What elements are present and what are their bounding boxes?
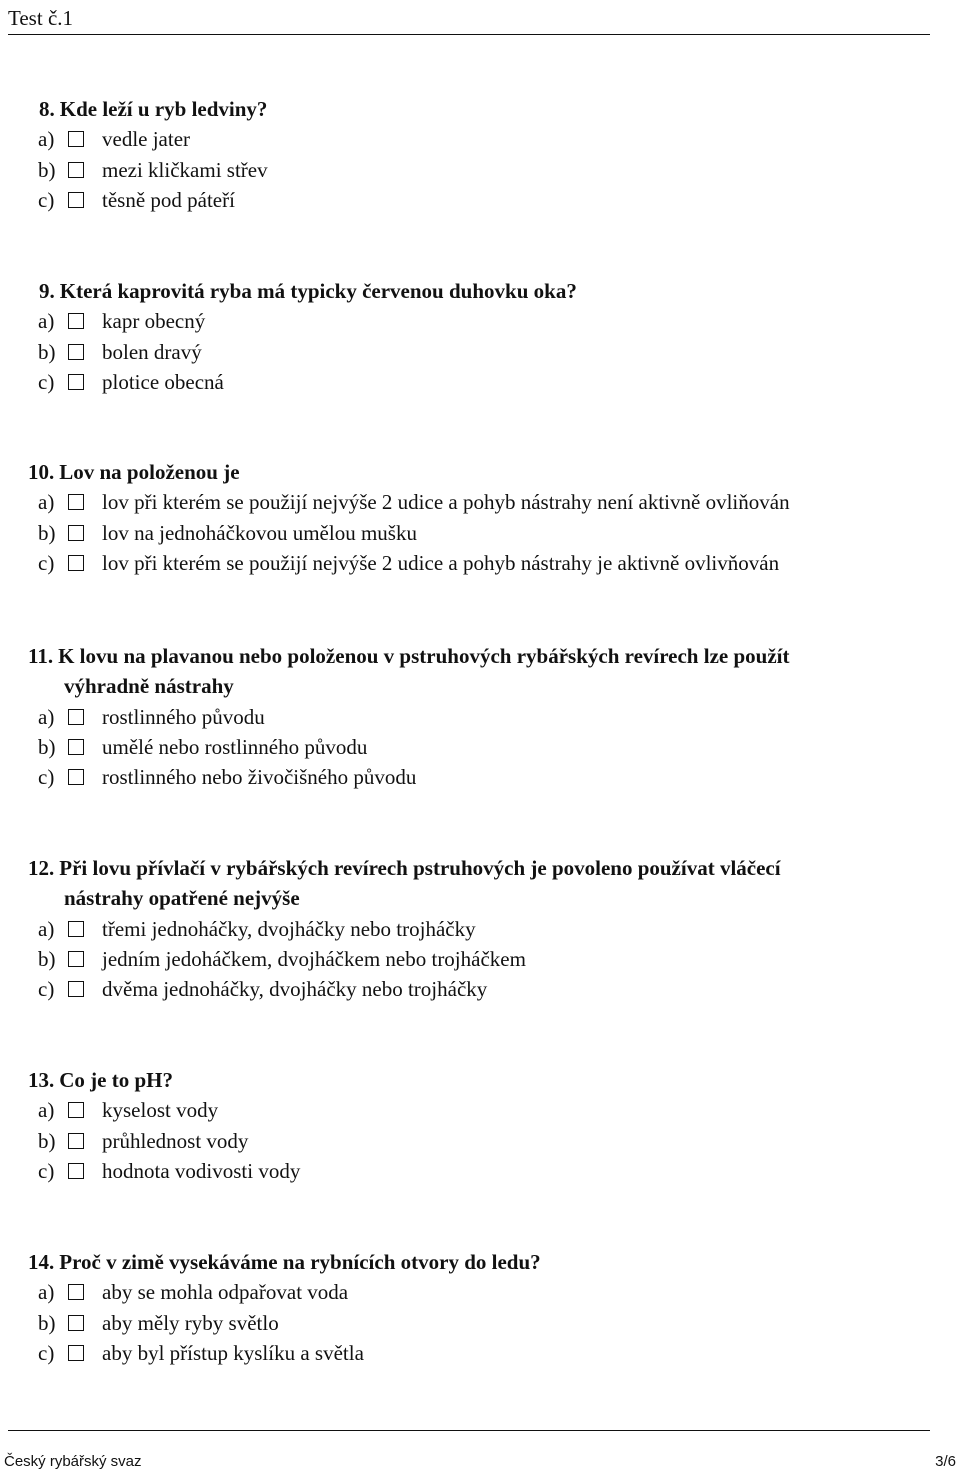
question-text: Lov na položenou je	[59, 460, 240, 484]
footer-organization: Český rybářský svaz	[4, 1453, 142, 1470]
page-number: 3/6	[935, 1453, 956, 1470]
question-number: 11.	[28, 644, 54, 668]
answer-option[interactable]	[38, 1277, 908, 1307]
option-letter: a)	[38, 1280, 55, 1305]
option-letter: b)	[38, 946, 56, 971]
page-header-title: Test č.1	[8, 6, 74, 30]
option-letter: c)	[38, 977, 55, 1002]
option-letter: a)	[38, 916, 55, 941]
question-13	[28, 1065, 908, 1186]
question-text: Při lovu přívlačí v rybářských revírech pstruhových je povoleno používat vláčecí	[59, 856, 781, 880]
answer-checkbox[interactable]	[68, 1345, 84, 1361]
option-text: lov při kterém se použijí nejvýše 2 udice a pohyb nástrahy je aktivně ovlivňován	[102, 550, 780, 575]
answer-checkbox[interactable]	[68, 769, 84, 785]
answer-option[interactable]	[38, 974, 908, 1004]
option-letter: c)	[38, 1158, 55, 1183]
answer-checkbox[interactable]	[68, 709, 84, 725]
answer-checkbox[interactable]	[68, 951, 84, 967]
question-number: 9.	[39, 279, 55, 303]
header-divider	[8, 34, 930, 35]
answer-option[interactable]	[38, 1156, 908, 1186]
option-text: bolen dravý	[102, 339, 202, 364]
option-letter: a)	[38, 490, 55, 515]
answer-option[interactable]	[38, 306, 908, 336]
option-letter: c)	[38, 1340, 55, 1365]
answer-checkbox[interactable]	[68, 555, 84, 571]
answer-checkbox[interactable]	[68, 1284, 84, 1300]
answer-checkbox[interactable]	[68, 313, 84, 329]
option-text: kapr obecný	[102, 309, 206, 334]
question-8	[28, 94, 908, 215]
answer-checkbox[interactable]	[68, 1315, 84, 1331]
question-11	[28, 641, 908, 792]
question-text: Kde leží u ryb ledviny?	[59, 97, 268, 121]
option-text: kyselost vody	[102, 1098, 219, 1123]
option-text: lov při kterém se použijí nejvýše 2 udice a pohyb nástrahy není aktivně ovliňován	[102, 490, 790, 515]
question-text: K lovu na plavanou nebo položenou v pstruhových rybářských revírech lze použít	[58, 644, 790, 668]
option-letter: b)	[38, 157, 56, 182]
option-letter: b)	[38, 339, 56, 364]
question-12	[28, 853, 908, 1004]
option-text: vedle jater	[102, 127, 191, 152]
answer-checkbox[interactable]	[68, 1163, 84, 1179]
option-letter: b)	[38, 520, 56, 545]
answer-checkbox[interactable]	[68, 374, 84, 390]
option-letter: a)	[38, 704, 55, 729]
option-text: těsně pod páteří	[102, 187, 235, 212]
answer-option[interactable]	[38, 337, 908, 367]
option-letter: c)	[38, 187, 55, 212]
option-letter: b)	[38, 1128, 56, 1153]
answer-option[interactable]	[38, 548, 908, 578]
option-text: dvěma jednoháčky, dvojháčky nebo trojháčky	[102, 977, 488, 1002]
answer-option[interactable]	[38, 1308, 908, 1338]
question-text: Která kaprovitá ryba má typicky červenou duhovku oka?	[59, 279, 577, 303]
answer-option[interactable]	[38, 914, 908, 944]
answer-option[interactable]	[38, 155, 908, 185]
answer-option[interactable]	[38, 1095, 908, 1125]
option-letter: a)	[38, 127, 55, 152]
footer-divider	[8, 1430, 930, 1431]
option-letter: a)	[38, 1098, 55, 1123]
option-text: hodnota vodivosti vody	[102, 1158, 301, 1183]
answer-option[interactable]	[38, 732, 908, 762]
option-text: aby se mohla odpařovat voda	[102, 1280, 349, 1305]
answer-checkbox[interactable]	[68, 981, 84, 997]
option-text: lov na jednoháčkovou umělou mušku	[102, 520, 417, 545]
question-text: Proč v zimě vysekáváme na rybnících otvory do ledu?	[59, 1250, 541, 1274]
option-text: mezi kličkami střev	[102, 157, 268, 182]
question-text-continued: nástrahy opatřené nejvýše	[64, 886, 300, 911]
option-text: aby měly ryby světlo	[102, 1310, 279, 1335]
answer-checkbox[interactable]	[68, 344, 84, 360]
question-number: 13.	[28, 1068, 55, 1092]
option-text: průhlednost vody	[102, 1128, 249, 1153]
question-14	[28, 1247, 908, 1368]
option-text: umělé nebo rostlinného původu	[102, 734, 368, 759]
question-text-continued: výhradně nástrahy	[64, 674, 234, 699]
answer-checkbox[interactable]	[68, 1133, 84, 1149]
answer-checkbox[interactable]	[68, 494, 84, 510]
answer-option[interactable]	[38, 762, 908, 792]
option-text: rostlinného původu	[102, 704, 265, 729]
question-number: 8.	[39, 97, 55, 121]
question-number: 14.	[28, 1250, 55, 1274]
question-9	[28, 276, 908, 397]
option-text: jedním jedoháčkem, dvojháčkem nebo trojháčkem	[102, 946, 526, 971]
option-text: rostlinného nebo živočišného původu	[102, 765, 417, 790]
option-letter: b)	[38, 1310, 56, 1335]
answer-checkbox[interactable]	[68, 131, 84, 147]
answer-option[interactable]	[38, 124, 908, 154]
answer-checkbox[interactable]	[68, 192, 84, 208]
answer-option[interactable]	[38, 1338, 908, 1368]
option-letter: c)	[38, 369, 55, 394]
option-text: třemi jednoháčky, dvojháčky nebo trojháčky	[102, 916, 476, 941]
answer-option[interactable]	[38, 185, 908, 215]
option-text: plotice obecná	[102, 369, 224, 394]
answer-option[interactable]	[38, 1126, 908, 1156]
answer-checkbox[interactable]	[68, 739, 84, 755]
answer-option[interactable]	[38, 518, 908, 548]
answer-checkbox[interactable]	[68, 162, 84, 178]
option-letter: a)	[38, 309, 55, 334]
answer-option[interactable]	[38, 487, 908, 517]
answer-checkbox[interactable]	[68, 1102, 84, 1118]
option-letter: b)	[38, 734, 56, 759]
question-text: Co je to pH?	[59, 1068, 173, 1092]
answer-option[interactable]	[38, 944, 908, 974]
question-number: 10.	[28, 460, 55, 484]
question-10	[28, 457, 908, 578]
answer-option[interactable]	[38, 367, 908, 397]
question-number: 12.	[28, 856, 55, 880]
option-letter: c)	[38, 550, 55, 575]
answer-checkbox[interactable]	[68, 525, 84, 541]
answer-option[interactable]	[38, 702, 908, 732]
option-text: aby byl přístup kyslíku a světla	[102, 1340, 364, 1365]
answer-checkbox[interactable]	[68, 921, 84, 937]
option-letter: c)	[38, 765, 55, 790]
